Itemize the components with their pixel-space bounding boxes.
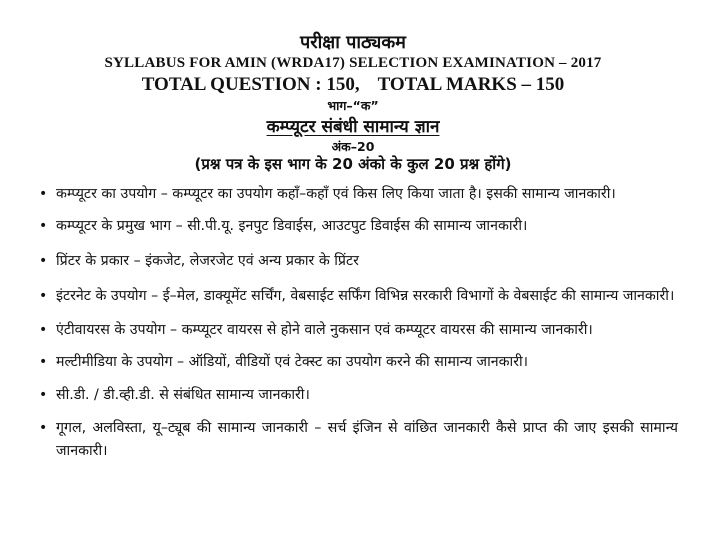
list-item-text: कम्प्यूटर का उपयोग – कम्प्यूटर का उपयोग कहाँ–कहाँ एवं किस लिए किया जाता है। इसकी सामान्य जानकारी। [56, 186, 616, 202]
list-item [39, 285, 678, 308]
total-marks: TOTAL MARKS – 150 [377, 74, 565, 95]
bullet-icon: • [39, 420, 48, 436]
bullet-icon: • [39, 288, 48, 304]
syllabus-heading: SYLLABUS FOR AMIN (WRDA17) SELECTION EXAMINATION – 2017 [104, 55, 602, 71]
bullet-icon: • [39, 387, 48, 403]
bullet-icon: • [39, 218, 48, 234]
list-item [39, 351, 678, 374]
list-item [39, 183, 678, 206]
list-item-text: गूगल, अलविस्ता, यू–ट्यूब की सामान्य जानकारी – सर्च इंजिन से वांछित जानकारी कैसे प्राप्त की जाए इसकी सामान्य जानकारी। [56, 420, 678, 459]
list-item-text: प्रिंटर के प्रकार – इंकजेट, लेजरजेट एवं अन्य प्रकार के प्रिंटर [56, 253, 359, 269]
list-item-text: इंटरनेट के उपयोग – ई–मेल, डाक्यूमेंट सर्चिंग, वेबसाईट सर्फिंग विभिन्न सरकारी विभागों के वेबसाईट की सामान्य जानकारी। [56, 288, 675, 304]
total-question: TOTAL QUESTION : 150, [141, 74, 360, 95]
syllabus-list [39, 183, 678, 463]
list-item [39, 417, 678, 463]
list-item-text: मल्टीमीडिया के उपयोग – ऑडियों, वीडियों एवं टेक्स्ट का उपयोग करने की सामान्य जानकारी। [56, 354, 529, 370]
list-item [39, 250, 678, 273]
subject-heading: कम्प्यूटर संबंधी सामान्य ज्ञान [266, 117, 440, 137]
list-item [39, 215, 678, 238]
list-item-text: कम्प्यूटर के प्रमुख भाग – सी.पी.यू. इनपुट डिवाईस, आउटपुट डिवाईस की सामान्य जानकारी। [56, 218, 528, 234]
list-item [39, 319, 678, 342]
bullet-icon: • [39, 253, 48, 269]
part-label: भाग–“क” [327, 98, 379, 113]
bullet-icon: • [39, 354, 48, 370]
bullet-icon: • [39, 322, 48, 338]
section-note: (प्रश्न पत्र के इस भाग के 20 अंको के कुल 20 प्रश्न होंगे) [194, 155, 512, 173]
list-item-text: एंटीवायरस के उपयोग – कम्प्यूटर वायरस से होने वाले नुकसान एवं कम्प्यूटर वायरस की सामान्य जानकारी। [56, 322, 593, 338]
list-item-text: सी.डी. / डी.व्ही.डी. से संबंधित सामान्य जानकारी। [56, 387, 310, 403]
bullet-icon: • [39, 186, 48, 202]
page-title: परीक्षा पाठ्यकम [300, 32, 406, 53]
marks-label: अंक–20 [331, 139, 375, 154]
list-item [39, 384, 678, 407]
totals-line [0, 74, 706, 96]
